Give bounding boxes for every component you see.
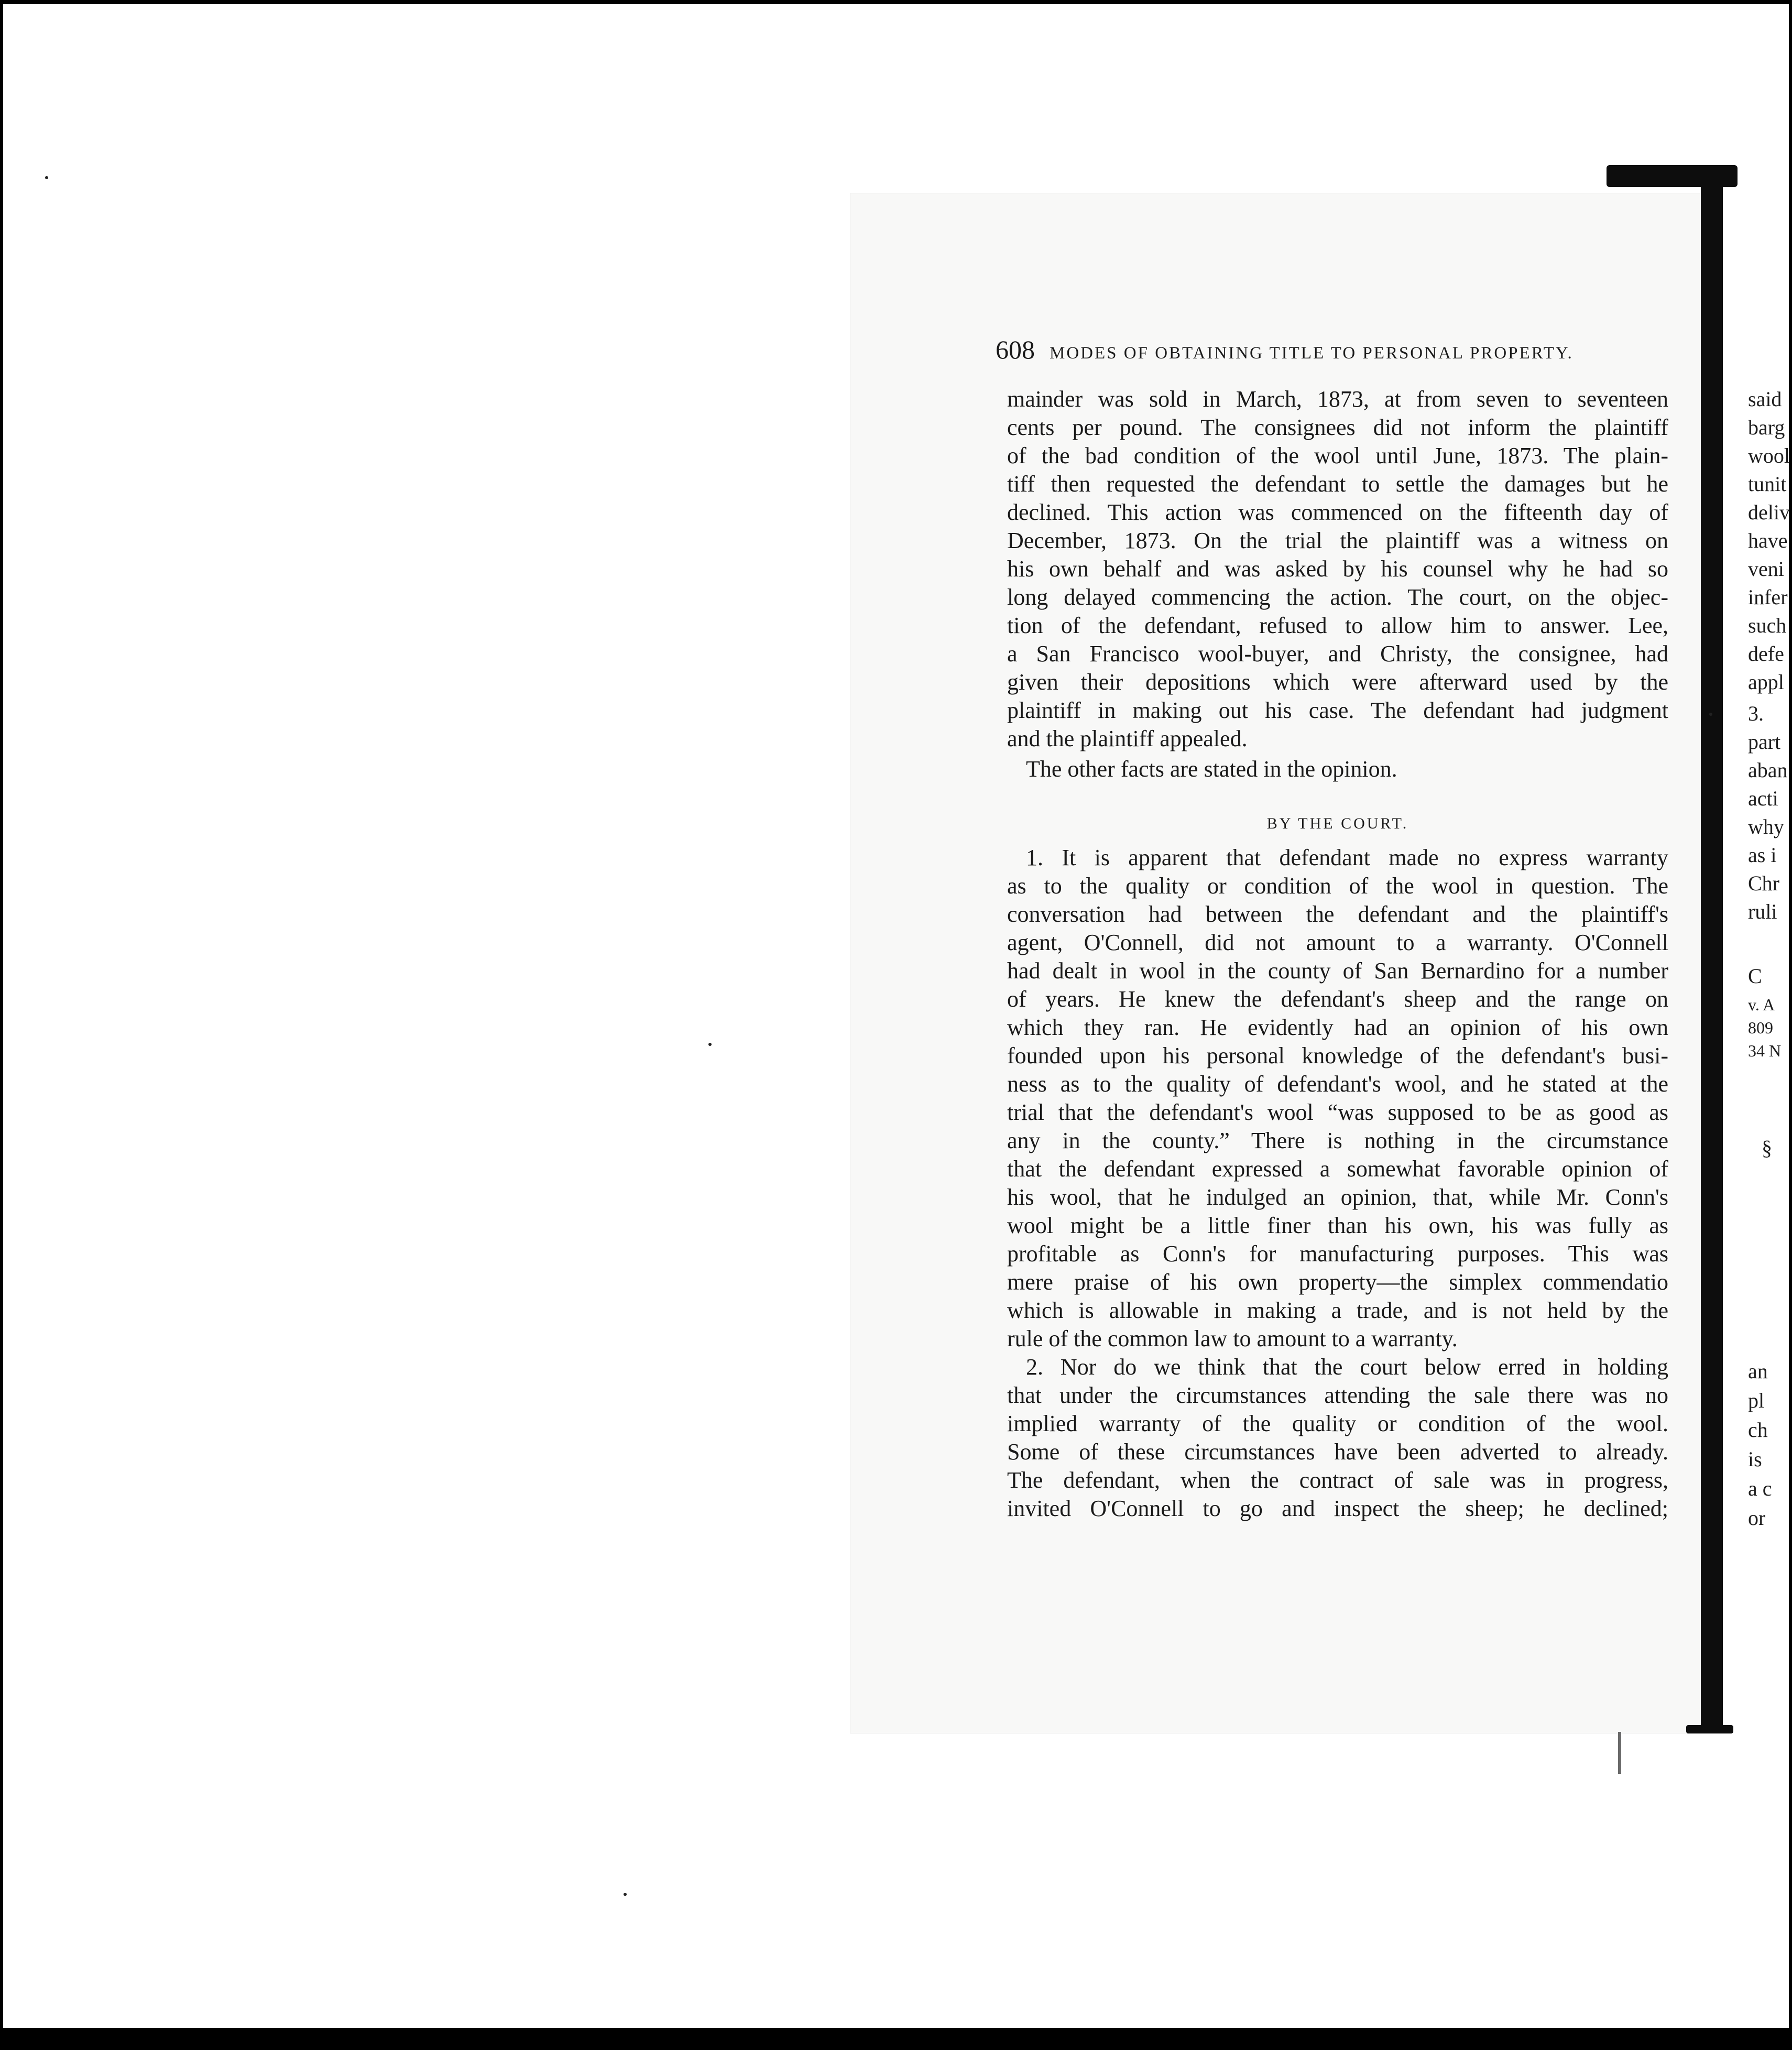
- next-page-fragment: Chr: [1748, 871, 1779, 895]
- text-line: and the plaintiff appealed.: [1007, 726, 1248, 751]
- text-line: tion of the defendant, refused to allow him to answer. Lee,: [1007, 613, 1668, 638]
- text-line: rule of the common law to amount to a warranty.: [1007, 1326, 1458, 1351]
- text-line: ness as to the quality of defendant's wool, and he stated at the: [1007, 1071, 1668, 1097]
- page-number: 608: [996, 335, 1035, 364]
- text-line: had dealt in wool in the county of San Bernardino for a number: [1007, 958, 1668, 984]
- next-page-fragment: defe: [1748, 642, 1784, 666]
- section-heading: BY THE COURT.: [1266, 815, 1409, 832]
- next-page-fragment: tunit: [1748, 472, 1787, 496]
- next-page-fragment: acti: [1748, 787, 1778, 810]
- next-page-fragment: such: [1748, 614, 1787, 637]
- text-line: December, 1873. On the trial the plaintiff was a witness on: [1007, 528, 1668, 553]
- next-page-fragment: is: [1748, 1447, 1762, 1471]
- next-page-fragment: pl: [1748, 1389, 1765, 1412]
- scan-border-bottom: [0, 2028, 1792, 2050]
- book-gutter: [1701, 184, 1723, 1733]
- scan-speck: [708, 1043, 712, 1046]
- other-facts-line: The other facts are stated in the opinion.: [1026, 756, 1397, 782]
- next-page-fragment: C: [1748, 964, 1762, 988]
- next-page-fragment: deliv: [1748, 500, 1790, 524]
- text-line: given their depositions which were afterward used by the: [1007, 669, 1668, 695]
- text-line: conversation had between the defendant and the plaintiff's: [1007, 901, 1668, 927]
- text-line: a San Francisco wool-buyer, and Christy, the consignee, had: [1007, 641, 1668, 667]
- next-page-fragment: infer: [1748, 585, 1788, 609]
- next-page-fragment: veni: [1748, 557, 1784, 581]
- text-line: of the bad condition of the wool until June, 1873. The plain-: [1007, 443, 1668, 468]
- text-line: 1. It is apparent that defendant made no express warranty: [1026, 845, 1668, 870]
- text-line: cents per pound. The consignees did not inform the plaintiff: [1007, 415, 1668, 440]
- text-line: which is allowable in making a trade, and is not held by the: [1007, 1297, 1668, 1323]
- next-page-fragment: 3.: [1748, 702, 1764, 725]
- text-line: his own behalf and was asked by his counsel why he had so: [1007, 556, 1668, 582]
- scan-speck: [1709, 713, 1712, 716]
- text-line: wool might be a little finer than his own, his was fully as: [1007, 1213, 1668, 1238]
- text-line: long delayed commencing the action. The court, on the objec-: [1007, 584, 1668, 610]
- next-page-fragment: §: [1762, 1136, 1772, 1160]
- text-line: that the defendant expressed a somewhat favorable opinion of: [1007, 1156, 1668, 1182]
- next-page-fragment: an: [1748, 1359, 1768, 1383]
- next-page-fragment: aban: [1748, 758, 1788, 782]
- next-page-fragment: or: [1748, 1506, 1766, 1530]
- scan-border-left: [0, 0, 3, 2050]
- scan-speck: [45, 176, 48, 179]
- text-line: Some of these circumstances have been adverted to already.: [1007, 1439, 1668, 1465]
- scan-border-top: [0, 0, 1792, 4]
- text-line: invited O'Connell to go and inspect the sheep; he declined;: [1007, 1496, 1668, 1521]
- next-page-fragment: v. A: [1748, 995, 1775, 1014]
- next-page-fragment: barg: [1748, 416, 1785, 439]
- text-line: any in the county.” There is nothing in the circumstance: [1007, 1128, 1668, 1153]
- running-header: [996, 334, 1677, 365]
- text-line: profitable as Conn's for manufacturing purposes. This was: [1007, 1241, 1668, 1267]
- text-line: his wool, that he indulged an opinion, that, while Mr. Conn's: [1007, 1184, 1668, 1210]
- text-line: mere praise of his own property—the simplex commendatio: [1007, 1269, 1668, 1295]
- running-title: MODES OF OBTAINING TITLE TO PERSONAL PROPERTY.: [1050, 344, 1574, 363]
- next-page-fragment: said: [1748, 387, 1782, 411]
- next-page-fragment: ch: [1748, 1418, 1768, 1442]
- text-line: which they ran. He evidently had an opinion of his own: [1007, 1015, 1668, 1040]
- text-line: founded upon his personal knowledge of the defendant's busi-: [1007, 1043, 1668, 1068]
- text-line: declined. This action was commenced on the fifteenth day of: [1007, 499, 1668, 525]
- text-line: plaintiff in making out his case. The defendant had judgment: [1007, 697, 1668, 723]
- book-gutter-foot: [1686, 1725, 1733, 1733]
- next-page-fragment: part: [1748, 730, 1781, 754]
- text-line: as to the quality or condition of the wool in question. The: [1007, 873, 1668, 899]
- scan-speck: [624, 1893, 627, 1896]
- text-line: 2. Nor do we think that the court below erred in holding: [1026, 1354, 1668, 1380]
- next-page-fragment: why: [1748, 815, 1784, 838]
- text-line: tiff then requested the defendant to settle the damages but he: [1007, 471, 1668, 497]
- next-page-fragment: as i: [1748, 843, 1777, 867]
- book-gutter-cap: [1607, 165, 1738, 187]
- next-page-fragment: appl: [1748, 670, 1784, 694]
- text-line: The defendant, when the contract of sale was in progress,: [1007, 1467, 1668, 1493]
- text-line: trial that the defendant's wool “was supposed to be as good as: [1007, 1099, 1668, 1125]
- text-line: mainder was sold in March, 1873, at from seven to seventeen: [1007, 386, 1668, 412]
- next-page-fragment: 809: [1748, 1018, 1773, 1037]
- next-page-fragment: wool: [1748, 444, 1790, 467]
- text-line: that under the circumstances attending the sale there was no: [1007, 1382, 1668, 1408]
- text-line: agent, O'Connell, did not amount to a warranty. O'Connell: [1007, 930, 1668, 955]
- text-line: implied warranty of the quality or condition of the wool.: [1007, 1411, 1668, 1436]
- next-page-fragment: ruli: [1748, 900, 1777, 923]
- next-page-fragment: a c: [1748, 1477, 1772, 1500]
- text-line: of years. He knew the defendant's sheep and the range on: [1007, 986, 1668, 1012]
- gutter-shadow-mark: [1618, 1732, 1621, 1774]
- next-page-fragment: 34 N: [1748, 1041, 1782, 1060]
- next-page-fragment: have: [1748, 529, 1788, 552]
